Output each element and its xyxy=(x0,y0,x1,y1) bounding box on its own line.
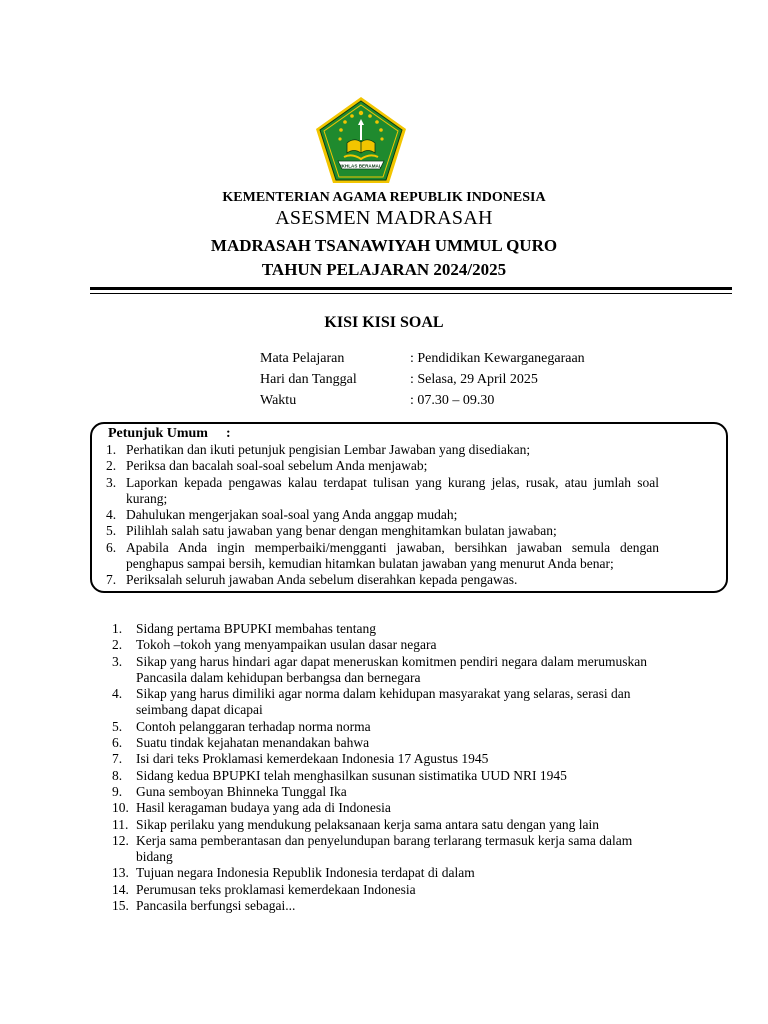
question-number: 5. xyxy=(112,718,123,734)
question-item xyxy=(112,865,662,881)
question-item xyxy=(112,882,662,898)
info-value: : Pendidikan Kewarganegaraan xyxy=(410,351,585,366)
info-value: : 07.30 – 09.30 xyxy=(410,393,495,408)
question-item xyxy=(112,817,662,833)
info-label: Mata Pelajaran xyxy=(260,351,345,366)
question-item xyxy=(112,833,662,866)
info-row-time xyxy=(260,393,585,414)
header-rule-thin xyxy=(90,293,732,294)
question-item xyxy=(112,800,662,816)
question-number: 14. xyxy=(112,881,129,897)
instruction-text: Pilihlah salah satu jawaban yang benar dengan menghitamkan bulatan jawaban; xyxy=(126,523,557,539)
question-number: 8. xyxy=(112,767,123,783)
question-text: Sidang kedua BPUPKI telah menghasilkan susunan sistimatika UUD NRI 1945 xyxy=(136,767,567,783)
instruction-number: 6. xyxy=(106,539,117,555)
question-item xyxy=(112,686,662,719)
instruction-number: 2. xyxy=(106,458,117,474)
question-number: 15. xyxy=(112,898,129,914)
question-text: Isi dari teks Proklamasi kemerdekaan Indonesia 17 Agustus 1945 xyxy=(136,751,489,767)
instruction-number: 4. xyxy=(106,507,117,523)
instruction-text: Periksalah seluruh jawaban Anda sebelum diserahkan kepada pengawas. xyxy=(126,572,518,588)
question-text: Sikap yang harus hindari agar dapat meneruskan komitmen pendiri negara dalam merumuskan Pancasila dalam kehidupan berbangsa dan bernegara xyxy=(136,653,647,685)
question-text: Pancasila berfungsi sebagai... xyxy=(136,898,296,914)
question-number: 12. xyxy=(112,832,129,848)
question-text: Tokoh –tokoh yang menyampaikan usulan dasar negara xyxy=(136,637,437,653)
question-text: Sidang pertama BPUPKI membahas tentang xyxy=(136,621,376,636)
academic-year: TAHUN PELAJARAN 2024/2025 xyxy=(261,260,507,279)
info-label: Hari dan Tanggal xyxy=(260,372,357,387)
info-label: Waktu xyxy=(260,393,297,408)
instruction-text: Periksa dan bacalah soal-soal sebelum Anda menjawab; xyxy=(126,458,428,474)
kemenag-logo xyxy=(314,95,408,185)
instructions-heading-text: Petunjuk Umum xyxy=(108,426,208,441)
info-row-subject xyxy=(260,351,585,372)
instructions-heading-colon: : xyxy=(225,426,231,441)
instruction-item xyxy=(106,458,659,474)
question-list xyxy=(112,621,662,914)
question-item xyxy=(112,637,662,653)
question-text: Sikap perilaku yang mendukung pelaksanaan kerja sama antara satu dengan yang lain xyxy=(136,816,599,832)
question-item xyxy=(112,768,662,784)
instruction-item xyxy=(106,572,659,588)
question-text: Tujuan negara Indonesia Republik Indonesia terdapat di dalam xyxy=(136,865,475,881)
question-text: Sikap yang harus dimiliki agar norma dalam kehidupan masyarakat yang selaras, serasi dan seimbang dapat dicapai xyxy=(136,686,631,718)
question-item xyxy=(112,719,662,735)
instruction-text: Dahulukan mengerjakan soal-soal yang Anda anggap mudah; xyxy=(126,507,458,523)
question-text: Perumusan teks proklamasi kemerdekaan Indonesia xyxy=(136,881,416,897)
instruction-item xyxy=(106,523,659,539)
instruction-item xyxy=(106,442,659,458)
instruction-item xyxy=(106,507,659,523)
question-number: 13. xyxy=(112,865,129,881)
logo-motto: IKHLAS BERAMAL xyxy=(340,163,382,169)
exam-title: ASESMEN MADRASAH xyxy=(275,207,493,229)
question-number: 9. xyxy=(112,783,123,799)
exam-info xyxy=(260,351,585,414)
question-text: Hasil keragaman budaya yang ada di Indonesia xyxy=(136,800,391,816)
instruction-number: 1. xyxy=(106,442,117,457)
question-item xyxy=(112,784,662,800)
school-name: MADRASAH TSANAWIYAH UMMUL QURO xyxy=(210,236,558,255)
question-number: 7. xyxy=(112,751,123,767)
question-item xyxy=(112,735,662,751)
question-text: Contoh pelanggaran terhadap norma norma xyxy=(136,718,371,734)
question-item xyxy=(112,898,662,914)
instructions-list xyxy=(106,442,659,589)
info-value: : Selasa, 29 April 2025 xyxy=(410,372,538,387)
question-number: 3. xyxy=(112,653,123,669)
question-number: 10. xyxy=(112,800,129,816)
question-number: 4. xyxy=(112,686,123,702)
instruction-text: Laporkan kepada pengawas kalau terdapat tulisan yang kurang jelas, rusak, atau jumlah soal kurang; xyxy=(126,474,659,506)
instruction-number: 3. xyxy=(106,474,117,490)
question-text: Suatu tindak kejahatan menandakan bahwa xyxy=(136,735,370,751)
instruction-item xyxy=(106,475,659,508)
document-title: KISI KISI SOAL xyxy=(324,314,444,331)
instruction-text: Apabila Anda ingin memperbaiki/mengganti jawaban, bersihkan jawaban semula dengan penghapus sampai bersih, kemudian hitamkan bulatan jawaban yang menurut Anda benar; xyxy=(126,539,659,572)
question-number: 2. xyxy=(112,637,123,653)
question-text: Guna semboyan Bhinneka Tunggal Ika xyxy=(136,783,347,799)
question-item xyxy=(112,654,662,687)
instruction-number: 7. xyxy=(106,572,117,588)
header-rule-thick xyxy=(90,287,732,290)
question-item xyxy=(112,751,662,767)
instructions-heading xyxy=(108,426,231,442)
question-number: 11. xyxy=(112,816,129,832)
instruction-number: 5. xyxy=(106,523,117,539)
question-text: Kerja sama pemberantasan dan penyelundupan barang terlarang termasuk kerja sama dalam bidang xyxy=(136,832,633,865)
info-row-date xyxy=(260,372,585,393)
question-number: 6. xyxy=(112,735,123,751)
instruction-item xyxy=(106,540,659,573)
instruction-text: Perhatikan dan ikuti petunjuk pengisian Lembar Jawaban yang disediakan; xyxy=(126,442,531,457)
question-item xyxy=(112,621,662,637)
question-number: 1. xyxy=(112,621,123,636)
ministry-name: KEMENTERIAN AGAMA REPUBLIK INDONESIA xyxy=(222,190,546,205)
